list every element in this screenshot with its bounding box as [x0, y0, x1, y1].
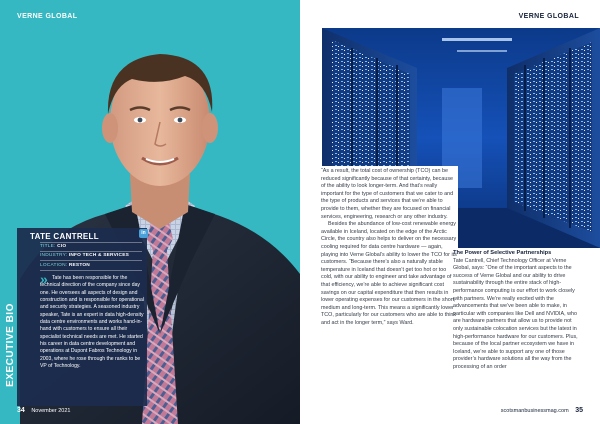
quote-icon: » [40, 271, 48, 287]
bio-title: TITLE: CIO [40, 244, 67, 249]
page-number: 35 [575, 407, 583, 414]
paragraph: “As a result, the total cost of ownership (TCO) can be reduced significantly because of that certainty, because of the ability to look longer-term. And that’s really important for the type of customers that we cater to and the type of products and services that we’re able to provide to them, whether they are focused on financial services, engineering, research or any other industry. [321, 168, 454, 220]
divider [40, 251, 142, 252]
bio-location: LOCATION: RESTON [40, 263, 90, 268]
issue-date: November 2021 [31, 408, 71, 414]
left-header: VERNE GLOBAL [17, 13, 78, 20]
left-footer [17, 407, 70, 414]
section-subhead: The Power of Selective Partnerships [453, 250, 552, 256]
paragraph: Besides the abundance of low-cost renewable energy available in Iceland, located on the edge of the Arctic Circle, the country also helps to deliver on the necessary cooling required for data centre hardware — again, playing into Verne Global’s ability to lower the TCO for its customers. “Because there’s also a naturally stable temperature in Iceland that doesn’t get too hot or too cold, with our ability to engineer and take advantage of that efficiency, we’re able to achieve significant cost savings on our capital expenditure that then results in lower operating expenses for our customers in the short, medium and long-term. This means a significantly lower TCO, particularly for our customers who are able to think and act in the longer term,” says Ward. [321, 221, 457, 326]
bio-name: TATE CANTRELL [30, 232, 99, 241]
article-column-left [321, 166, 458, 401]
bio-text: Tate has been responsible for the technical direction of the company since day one. He oversees all aspects of design and construction and is responsible for operational and security strategies. A seasoned industry speaker, Tate is an expert in data high-density data centre environments and works hand-in-hand with customers to ensure all their specialist technical needs are met. He started his career in data centre development and operations at Dupont Fabros Technology in 2003, where he rose through the ranks to be VP of Technology. [40, 275, 144, 370]
right-page [300, 0, 600, 424]
divider [40, 270, 142, 271]
linkedin-icon[interactable]: in [139, 229, 148, 238]
page-number: 34 [17, 407, 25, 414]
bio-industry: INDUSTRY: INFO TECH & SERVICES [40, 253, 130, 258]
paragraph: Tate Cantrell, Chief Technology Officer at Verne Global, says: “One of the important aspects to the success of Verne Global and our ability to drive sustainability through the entire stack of high-performance computing is our effort to work closely with partners. We’re really excited with the advancements that we’ve been able to make, in particular with companies like Dell and NVIDIA, who are hardware partners that allow us to provide not only sustainable colocation services but the latest in high-performance hardware for our customers. Plus, because of the local partner ecosystem we have in Iceland, we’re able to support any one of those provider’s hardware solutions all the way from the processing of an order [453, 257, 578, 370]
article-column-right [453, 250, 583, 372]
site-url: scotsmanbusinessmag.com [500, 408, 569, 414]
divider [40, 260, 142, 261]
bio-card [17, 228, 147, 406]
right-footer [501, 407, 583, 414]
executive-bio-label: EXECUTIVE BIO [5, 303, 16, 387]
divider [40, 242, 142, 243]
right-header: VERNE GLOBAL [518, 13, 579, 20]
